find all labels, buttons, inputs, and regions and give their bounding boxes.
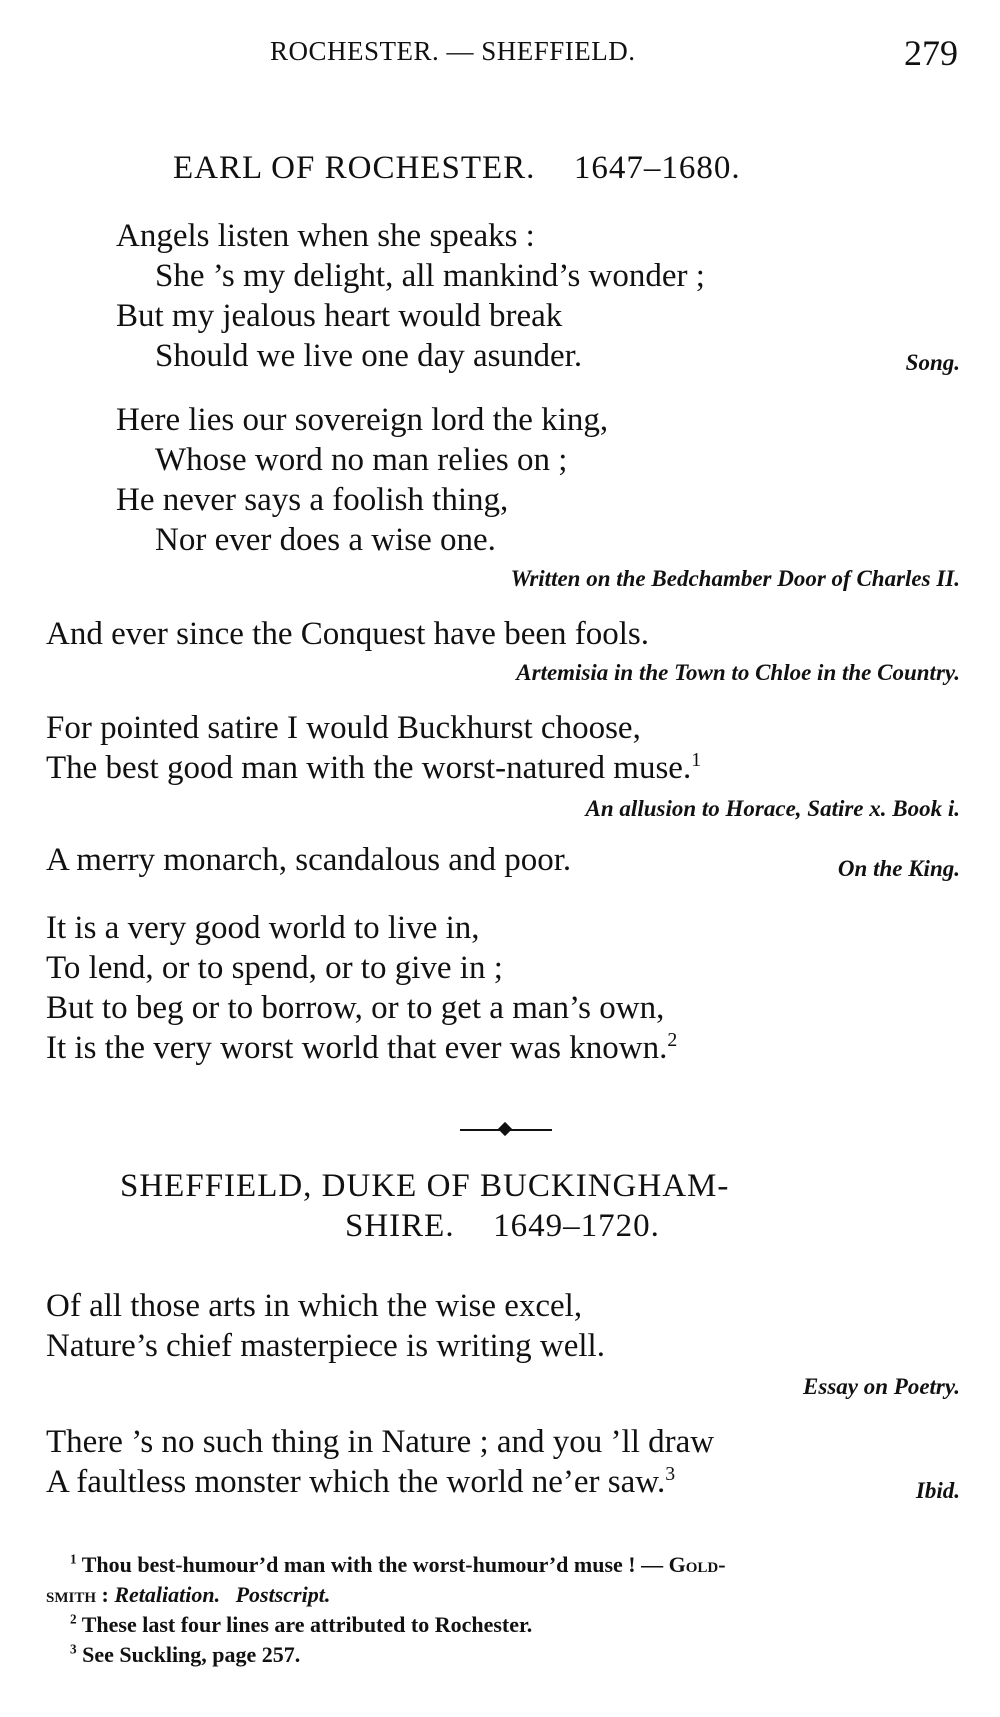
verse-line bbox=[46, 1462, 675, 1502]
verse-line: Here lies our sovereign lord the king, bbox=[116, 402, 609, 438]
footnote-author-cont: smith bbox=[46, 1582, 97, 1607]
attribution: Artemisia in the Town to Chloe in the Country. bbox=[516, 660, 960, 685]
verse-line: It is a very good world to live in, bbox=[46, 910, 480, 946]
verse-line: There ’s no such thing in Nature ; and you ’ll draw bbox=[46, 1424, 715, 1460]
verse-line: And ever since the Conquest have been fools. bbox=[46, 616, 649, 652]
verse-text: It is the very worst world that ever was known. bbox=[46, 1030, 668, 1066]
verse-line: A merry monarch, scandalous and poor. bbox=[46, 842, 572, 878]
footnote-ref: 1 bbox=[691, 749, 702, 771]
section-heading-rochester bbox=[173, 150, 741, 187]
footnote-2 bbox=[70, 1610, 532, 1640]
verse-line: Nature’s chief masterpiece is writing well. bbox=[46, 1328, 605, 1364]
verse-line: Of all those arts in which the wise excel, bbox=[46, 1288, 583, 1324]
verse-line: He never says a foolish thing, bbox=[116, 482, 509, 518]
verse-line: Angels listen when she speaks : bbox=[116, 218, 535, 254]
section-divider bbox=[460, 1124, 552, 1136]
attribution: Ibid. bbox=[915, 1478, 960, 1503]
verse-line: But to beg or to borrow, or to get a man’s own, bbox=[46, 990, 665, 1026]
attribution: On the King. bbox=[837, 856, 960, 881]
footnote-part: Postscript. bbox=[235, 1582, 331, 1607]
author-name: EARL OF ROCHESTER. bbox=[173, 150, 536, 186]
section-heading-sheffield: SHEFFIELD, DUKE OF BUCKINGHAM- bbox=[120, 1168, 730, 1204]
footnote-text: Thou best-humour’d man with the worst-humour’d muse ! — bbox=[81, 1552, 664, 1577]
footnote-ref: 2 bbox=[667, 1029, 678, 1051]
footnote-text: These last four lines are attributed to Rochester. bbox=[81, 1612, 533, 1637]
attribution: Song. bbox=[905, 350, 960, 375]
verse-line bbox=[46, 1028, 677, 1068]
verse-line bbox=[46, 748, 701, 788]
verse-text: A faultless monster which the world ne’er saw. bbox=[46, 1464, 666, 1500]
verse-line: She ’s my delight, all mankind’s wonder ; bbox=[155, 258, 705, 294]
footnote-ref: 3 bbox=[665, 1463, 676, 1485]
verse-text: The best good man with the worst-natured muse. bbox=[46, 750, 692, 786]
footnote-1 bbox=[70, 1550, 726, 1580]
running-head bbox=[0, 33, 1000, 76]
footnote-marker: 2 bbox=[70, 1611, 77, 1627]
author-dates: 1649–1720. bbox=[493, 1208, 660, 1244]
page-number: 279 bbox=[904, 33, 958, 73]
footnote-marker: 1 bbox=[70, 1551, 77, 1567]
footnote-3 bbox=[70, 1640, 300, 1670]
verse-line: For pointed satire I would Buckhurst choose, bbox=[46, 710, 641, 746]
attribution: Essay on Poetry. bbox=[803, 1374, 960, 1399]
attribution: An allusion to Horace, Satire x. Book i. bbox=[585, 796, 960, 821]
footnote-colon: : bbox=[101, 1582, 109, 1607]
verse-line: Whose word no man relies on ; bbox=[155, 442, 568, 478]
verse-line: Nor ever does a wise one. bbox=[155, 522, 496, 558]
footnote-text: See Suckling, page 257. bbox=[82, 1642, 301, 1667]
diamond-ornament-icon bbox=[498, 1122, 512, 1136]
footnote-work: Retaliation. bbox=[114, 1582, 221, 1607]
verse-line: To lend, or to spend, or to give in ; bbox=[46, 950, 503, 986]
attribution: Written on the Bedchamber Door of Charles II. bbox=[510, 566, 960, 591]
author-name-cont: SHIRE. bbox=[345, 1208, 455, 1244]
footnote-marker: 3 bbox=[70, 1641, 77, 1657]
footnote-1-cont bbox=[46, 1580, 330, 1610]
running-title: ROCHESTER. — SHEFFIELD. bbox=[270, 36, 636, 66]
section-heading-sheffield-cont bbox=[345, 1208, 660, 1245]
footnote-author: Gold- bbox=[668, 1552, 726, 1577]
verse-line: But my jealous heart would break bbox=[116, 298, 563, 334]
verse-line: Should we live one day asunder. bbox=[155, 338, 583, 374]
author-dates: 1647–1680. bbox=[573, 150, 741, 186]
